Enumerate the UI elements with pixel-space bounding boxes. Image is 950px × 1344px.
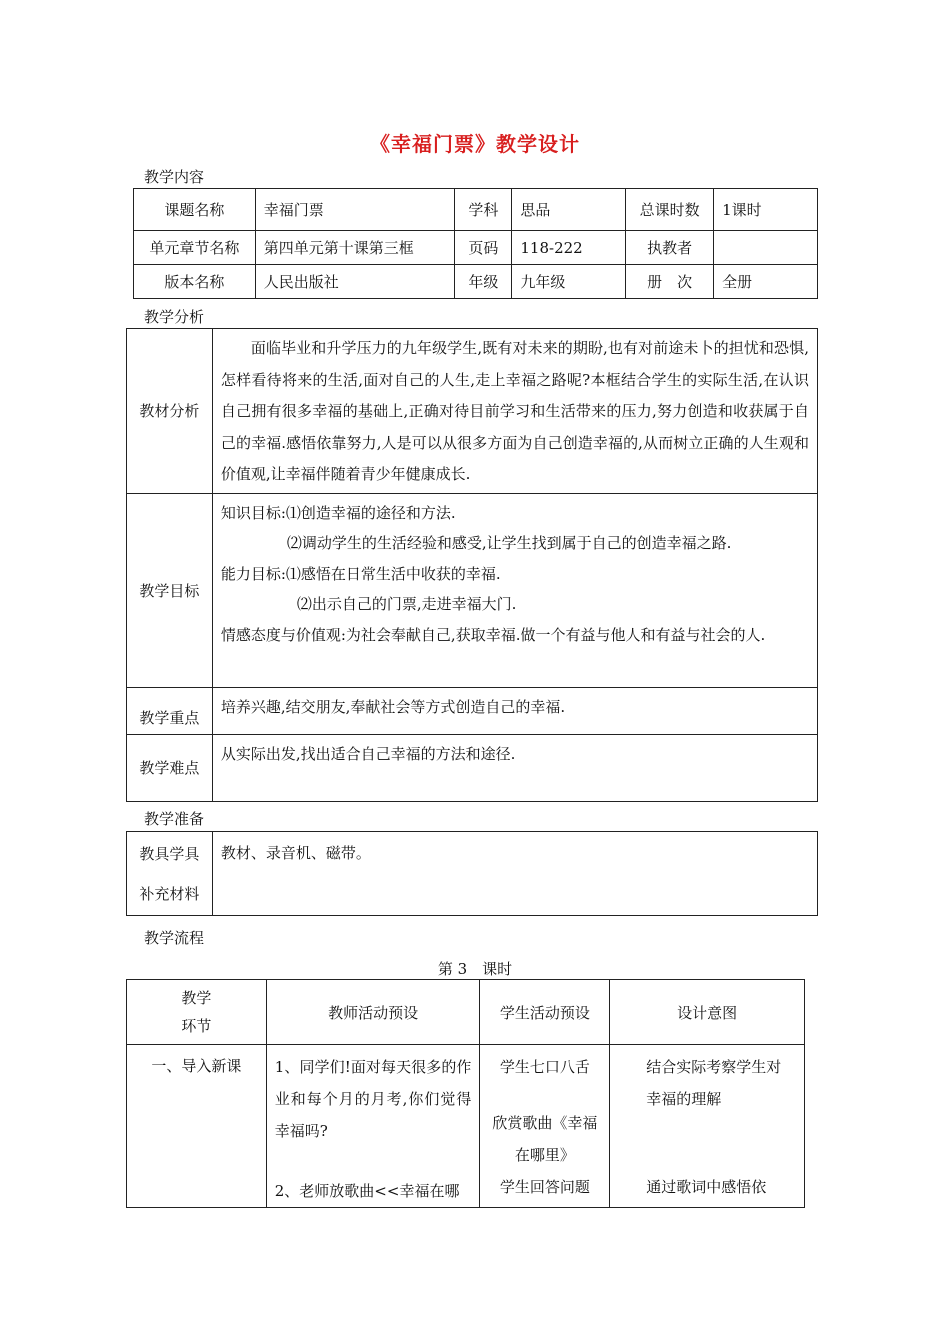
cell-value: 第四单元第十课第三框 [255, 231, 455, 265]
cell-value: 九年级 [512, 265, 626, 299]
header-text: 环节 [181, 1017, 212, 1035]
flow-header-row [127, 980, 805, 1045]
teacher-activity: 2、老师放歌曲<<幸福在哪 [274, 1182, 460, 1200]
goals-cell [212, 493, 817, 687]
key-row [127, 687, 818, 734]
cell-value: 人民出版社 [255, 265, 455, 299]
student-cell [480, 1045, 610, 1208]
goal-line: 知识目标:⑴创造幸福的途径和方法. [220, 503, 456, 522]
section-analysis-heading: 教学分析 [144, 308, 205, 326]
section-prep-heading: 教学准备 [144, 810, 205, 828]
goal-line: 情感态度与价值观:为社会奉献自己,获取幸福.做一个有益与他人和有益与社会的人. [220, 625, 766, 644]
flow-row [127, 1045, 805, 1208]
cell-label: 年级 [455, 265, 512, 299]
intent-cell [610, 1045, 805, 1208]
goals-label: 教学目标 [127, 493, 213, 687]
cell-label: 课题名称 [134, 189, 256, 231]
difficult-text: 从实际出发,找出适合自己幸福的方法和途径. [212, 734, 817, 801]
header-teacher: 教师活动预设 [266, 980, 480, 1045]
prep-label-cell [127, 832, 213, 916]
difficult-label: 教学难点 [127, 734, 213, 801]
header-intent: 设计意图 [610, 980, 805, 1045]
material-text: 面临毕业和升学压力的九年级学生,既有对未来的期盼,也有对前途未卜的担忧和恐惧,怎样看待将来的生活,面对自己的人生,走上幸福之路呢?本框结合学生的实际生活,在认识自己拥有很多幸福的基础上,正确对待目前学习和生活带来的压力,努力创造和收获属于自己的幸福.感悟依靠努力,人是可以从很多方面为自己创造幸福的,从而树立正确的人生观和价值观,让幸福伴随着青少年健康成长. [212, 329, 817, 494]
cell-value: 幸福门票 [255, 189, 455, 231]
cell-label: 册 次 [626, 265, 714, 299]
goals-row [127, 493, 818, 687]
info-row [134, 265, 818, 299]
design-intent: 结合实际考察学生对幸福的理解 [646, 1058, 782, 1108]
cell-value [714, 231, 818, 265]
cell-label: 执教者 [626, 231, 714, 265]
cell-value: 全册 [714, 265, 818, 299]
key-text: 培养兴趣,结交朋友,奉献社会等方式创造自己的幸福. [212, 687, 817, 734]
teacher-activity: 1、同学们!面对每天很多的作业和每个月的月考,你们觉得幸福吗? [274, 1058, 472, 1140]
cell-value: 思品 [512, 189, 626, 231]
material-label: 教材分析 [127, 329, 213, 494]
cell-label: 总课时数 [626, 189, 714, 231]
cell-label: 学科 [455, 189, 512, 231]
prep-row [127, 832, 818, 916]
goal-line: 能力目标:⑴感悟在日常生活中收获的幸福. [220, 564, 501, 583]
prep-text: 教材、录音机、磁带。 [212, 832, 817, 916]
teacher-cell [266, 1045, 480, 1208]
section-content-heading: 教学内容 [144, 168, 205, 186]
material-row [127, 329, 818, 494]
difficult-row [127, 734, 818, 801]
cell-value: 1课时 [714, 189, 818, 231]
header-stage [127, 980, 267, 1045]
cell-label: 单元章节名称 [134, 231, 256, 265]
goal-line: ⑵调动学生的生活经验和感受,让学生找到属于自己的创造幸福之路. [286, 534, 732, 552]
student-activity: 学生回答问题 [499, 1178, 590, 1196]
goal-line: ⑵出示自己的门票,走进幸福大门. [296, 595, 517, 613]
cell-label: 版本名称 [134, 265, 256, 299]
info-row [134, 189, 818, 231]
prep-table [126, 831, 818, 916]
design-intent: 通过歌词中感悟依 [646, 1178, 767, 1196]
section-flow-heading: 教学流程 [144, 929, 205, 947]
prep-label: 教具学具 [139, 844, 200, 863]
flow-table [126, 979, 805, 1208]
prep-label: 补充材料 [139, 884, 200, 903]
student-activity: 学生七口八舌 [499, 1058, 590, 1076]
header-text: 教学 [181, 989, 212, 1007]
cell-value: 118-222 [512, 231, 626, 265]
page-title: 《幸福门票》教学设计 [370, 132, 580, 156]
key-label: 教学重点 [127, 687, 213, 734]
analysis-table [126, 328, 818, 802]
header-student: 学生活动预设 [480, 980, 610, 1045]
lesson-number: 第 3 课时 [437, 960, 513, 978]
info-table [133, 188, 818, 299]
cell-label: 页码 [455, 231, 512, 265]
info-row [134, 231, 818, 265]
student-activity: 欣赏歌曲《幸福在哪里》 [492, 1114, 598, 1164]
stage-cell: 一、导入新课 [127, 1045, 267, 1208]
